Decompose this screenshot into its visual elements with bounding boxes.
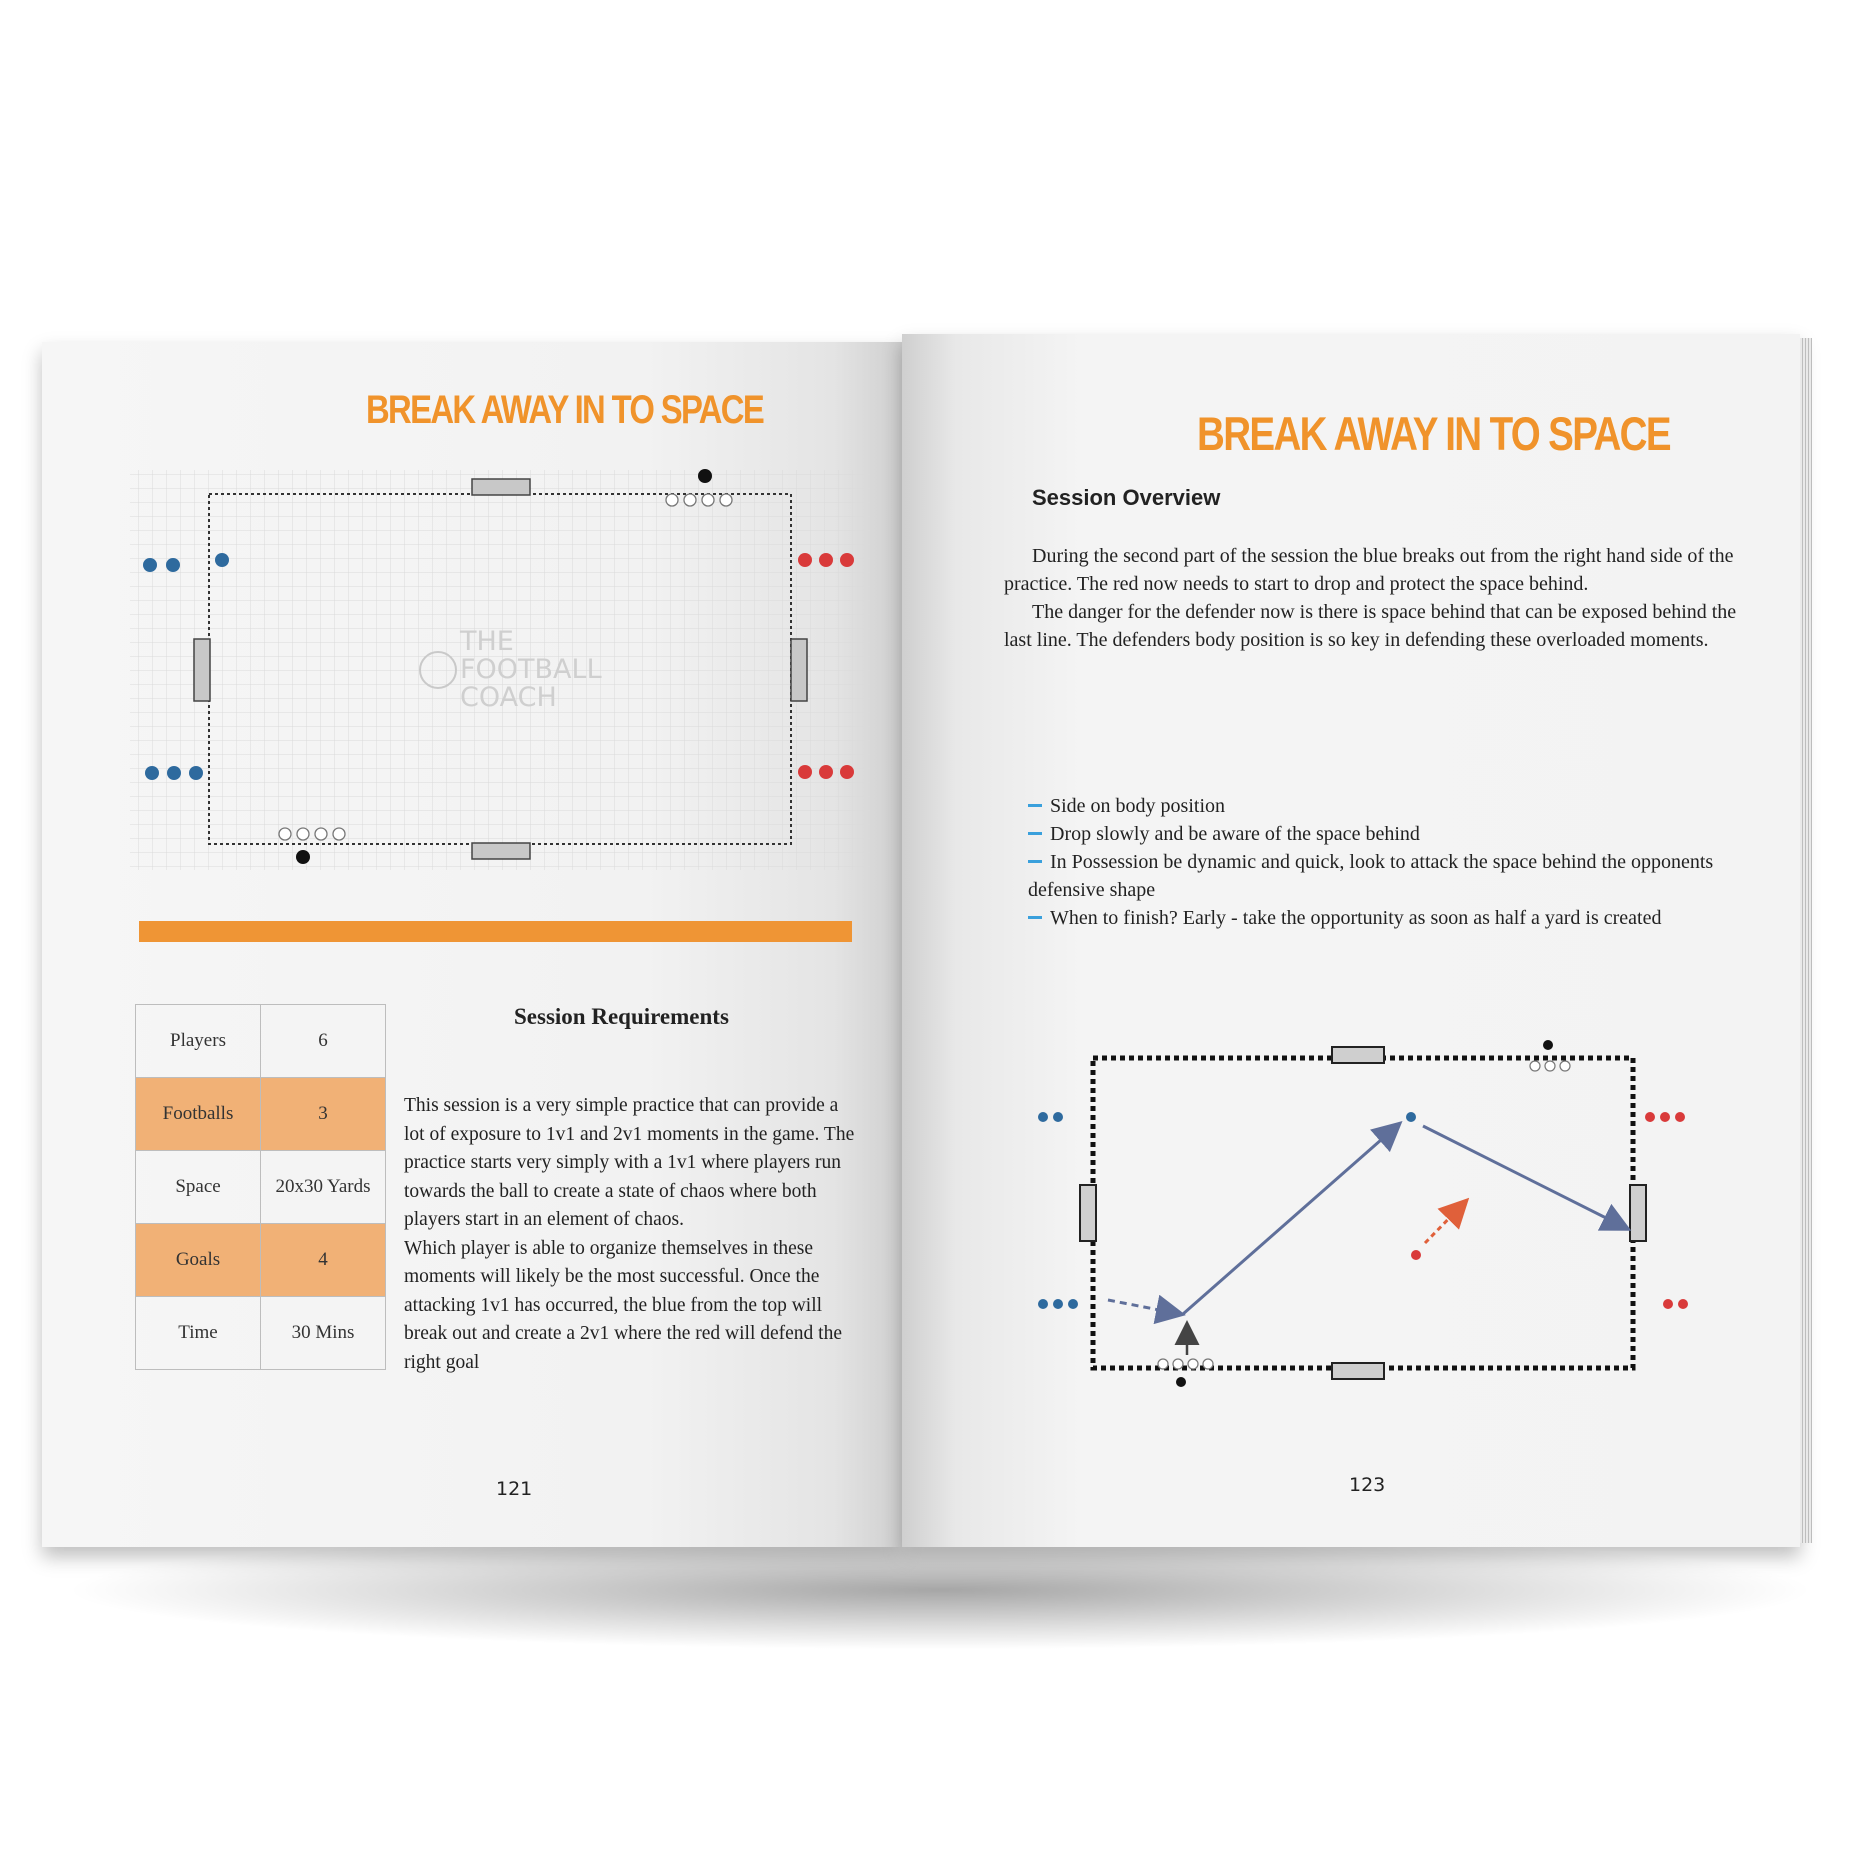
blue-players-top-left bbox=[1038, 1112, 1063, 1122]
table-row bbox=[136, 1151, 386, 1224]
section-divider-bar bbox=[139, 921, 852, 942]
dash-bullet-icon bbox=[1028, 860, 1042, 863]
spread-shadow bbox=[60, 1530, 1820, 1650]
table-value: 6 bbox=[261, 1005, 386, 1078]
table-value: 20x30 Yards bbox=[261, 1151, 386, 1224]
blue-players-bottom bbox=[145, 766, 203, 780]
table-label: Space bbox=[136, 1151, 261, 1224]
table-row bbox=[136, 1224, 386, 1297]
coach-bottom bbox=[1176, 1377, 1186, 1387]
table-row bbox=[136, 1078, 386, 1151]
goal-left bbox=[194, 639, 210, 701]
blue-players-bottom-left bbox=[1038, 1299, 1078, 1309]
goal-bottom bbox=[472, 843, 530, 859]
goal-right bbox=[791, 639, 807, 701]
goal-top bbox=[472, 479, 530, 495]
red-players-top-right bbox=[1645, 1112, 1685, 1122]
dash-bullet-icon bbox=[1028, 804, 1042, 807]
coach-bottom bbox=[296, 850, 310, 864]
table-value: 4 bbox=[261, 1224, 386, 1297]
table-value: 30 Mins bbox=[261, 1297, 386, 1370]
list-item bbox=[1028, 848, 1728, 904]
red-run-arrow bbox=[1425, 1202, 1465, 1243]
list-item-text: Drop slowly and be aware of the space behind bbox=[1050, 823, 1420, 845]
overview-paragraph-1: During the second part of the session the blue breaks out from the right hand side of the practice. The red now needs to start to drop and protect the space behind. bbox=[1004, 545, 1734, 595]
description-paragraph-2: Which player is able to organize themselves in these moments will likely be the most successful. Once the attacking 1v1 has occurred, the blue from the top will break out and create a 2v1 where the red will defend the right goal bbox=[404, 1237, 843, 1373]
requirements-heading: Session Requirements bbox=[514, 1004, 729, 1029]
overview-heading: Session Overview bbox=[1032, 485, 1221, 510]
red-defender bbox=[1411, 1250, 1421, 1260]
pitch-boundary bbox=[1093, 1058, 1633, 1368]
dash-bullet-icon bbox=[1028, 916, 1042, 919]
overview-paragraph-2: The danger for the defender now is there is space behind that can be exposed behind the last line. The defenders body position is so key in defending these overloaded moments. bbox=[1004, 601, 1737, 651]
table-row bbox=[136, 1297, 386, 1370]
red-players-bottom bbox=[798, 765, 854, 779]
table-label: Footballs bbox=[136, 1078, 261, 1151]
goal-bottom bbox=[1332, 1363, 1384, 1379]
blue-attacker bbox=[1406, 1112, 1416, 1122]
table-label: Players bbox=[136, 1005, 261, 1078]
pass-arrow-2 bbox=[1423, 1126, 1626, 1228]
right-pitch-diagram bbox=[1030, 1030, 1730, 1390]
goal-top bbox=[1332, 1047, 1384, 1063]
list-item bbox=[1028, 792, 1728, 820]
page-edges bbox=[1800, 338, 1812, 1543]
coach-top bbox=[698, 469, 712, 483]
watermark-line-1: THE bbox=[460, 626, 514, 657]
session-description bbox=[404, 1092, 859, 1377]
goal-right bbox=[1630, 1185, 1646, 1241]
watermark-line-2: FOOTBALL bbox=[460, 654, 602, 685]
requirements-table bbox=[135, 1004, 386, 1370]
list-item-text: In Possession be dynamic and quick, look to attack the space behind the opponents defensive shape bbox=[1028, 851, 1714, 901]
balls-top bbox=[1530, 1061, 1570, 1071]
coaching-points-list bbox=[1028, 792, 1728, 932]
red-players-top bbox=[798, 553, 854, 567]
table-row bbox=[136, 1005, 386, 1078]
right-page-title: BREAK AWAY IN TO SPACE bbox=[1197, 407, 1670, 460]
list-item-text: When to finish? Early - take the opportunity as soon as half a yard is created bbox=[1050, 907, 1662, 929]
table-value: 3 bbox=[261, 1078, 386, 1151]
description-paragraph-1: This session is a very simple practice that can provide a lot of exposure to 1v1 and 2v1 moments in the game. The practice starts very simply with a 1v1 where players run towards the ball to create a state of chaos where both players start in an element of chaos. bbox=[404, 1095, 855, 1230]
list-item-text: Side on body position bbox=[1050, 795, 1226, 817]
left-page-number: 121 bbox=[496, 1478, 533, 1500]
overview-text bbox=[1004, 542, 1744, 654]
dash-bullet-icon bbox=[1028, 832, 1042, 835]
list-item bbox=[1028, 904, 1728, 932]
dashed-run-arrow bbox=[1108, 1300, 1180, 1314]
list-item bbox=[1028, 820, 1728, 848]
left-page-title: BREAK AWAY IN TO SPACE bbox=[366, 388, 764, 432]
goal-left bbox=[1080, 1185, 1096, 1241]
coach-top bbox=[1543, 1040, 1553, 1050]
table-label: Goals bbox=[136, 1224, 261, 1297]
table-label: Time bbox=[136, 1297, 261, 1370]
red-players-bottom-right bbox=[1663, 1299, 1688, 1309]
left-pitch-diagram bbox=[110, 460, 870, 870]
right-page-number: 123 bbox=[1349, 1474, 1386, 1496]
watermark-line-3: COACH bbox=[460, 682, 557, 713]
pass-arrow-1 bbox=[1183, 1125, 1398, 1314]
